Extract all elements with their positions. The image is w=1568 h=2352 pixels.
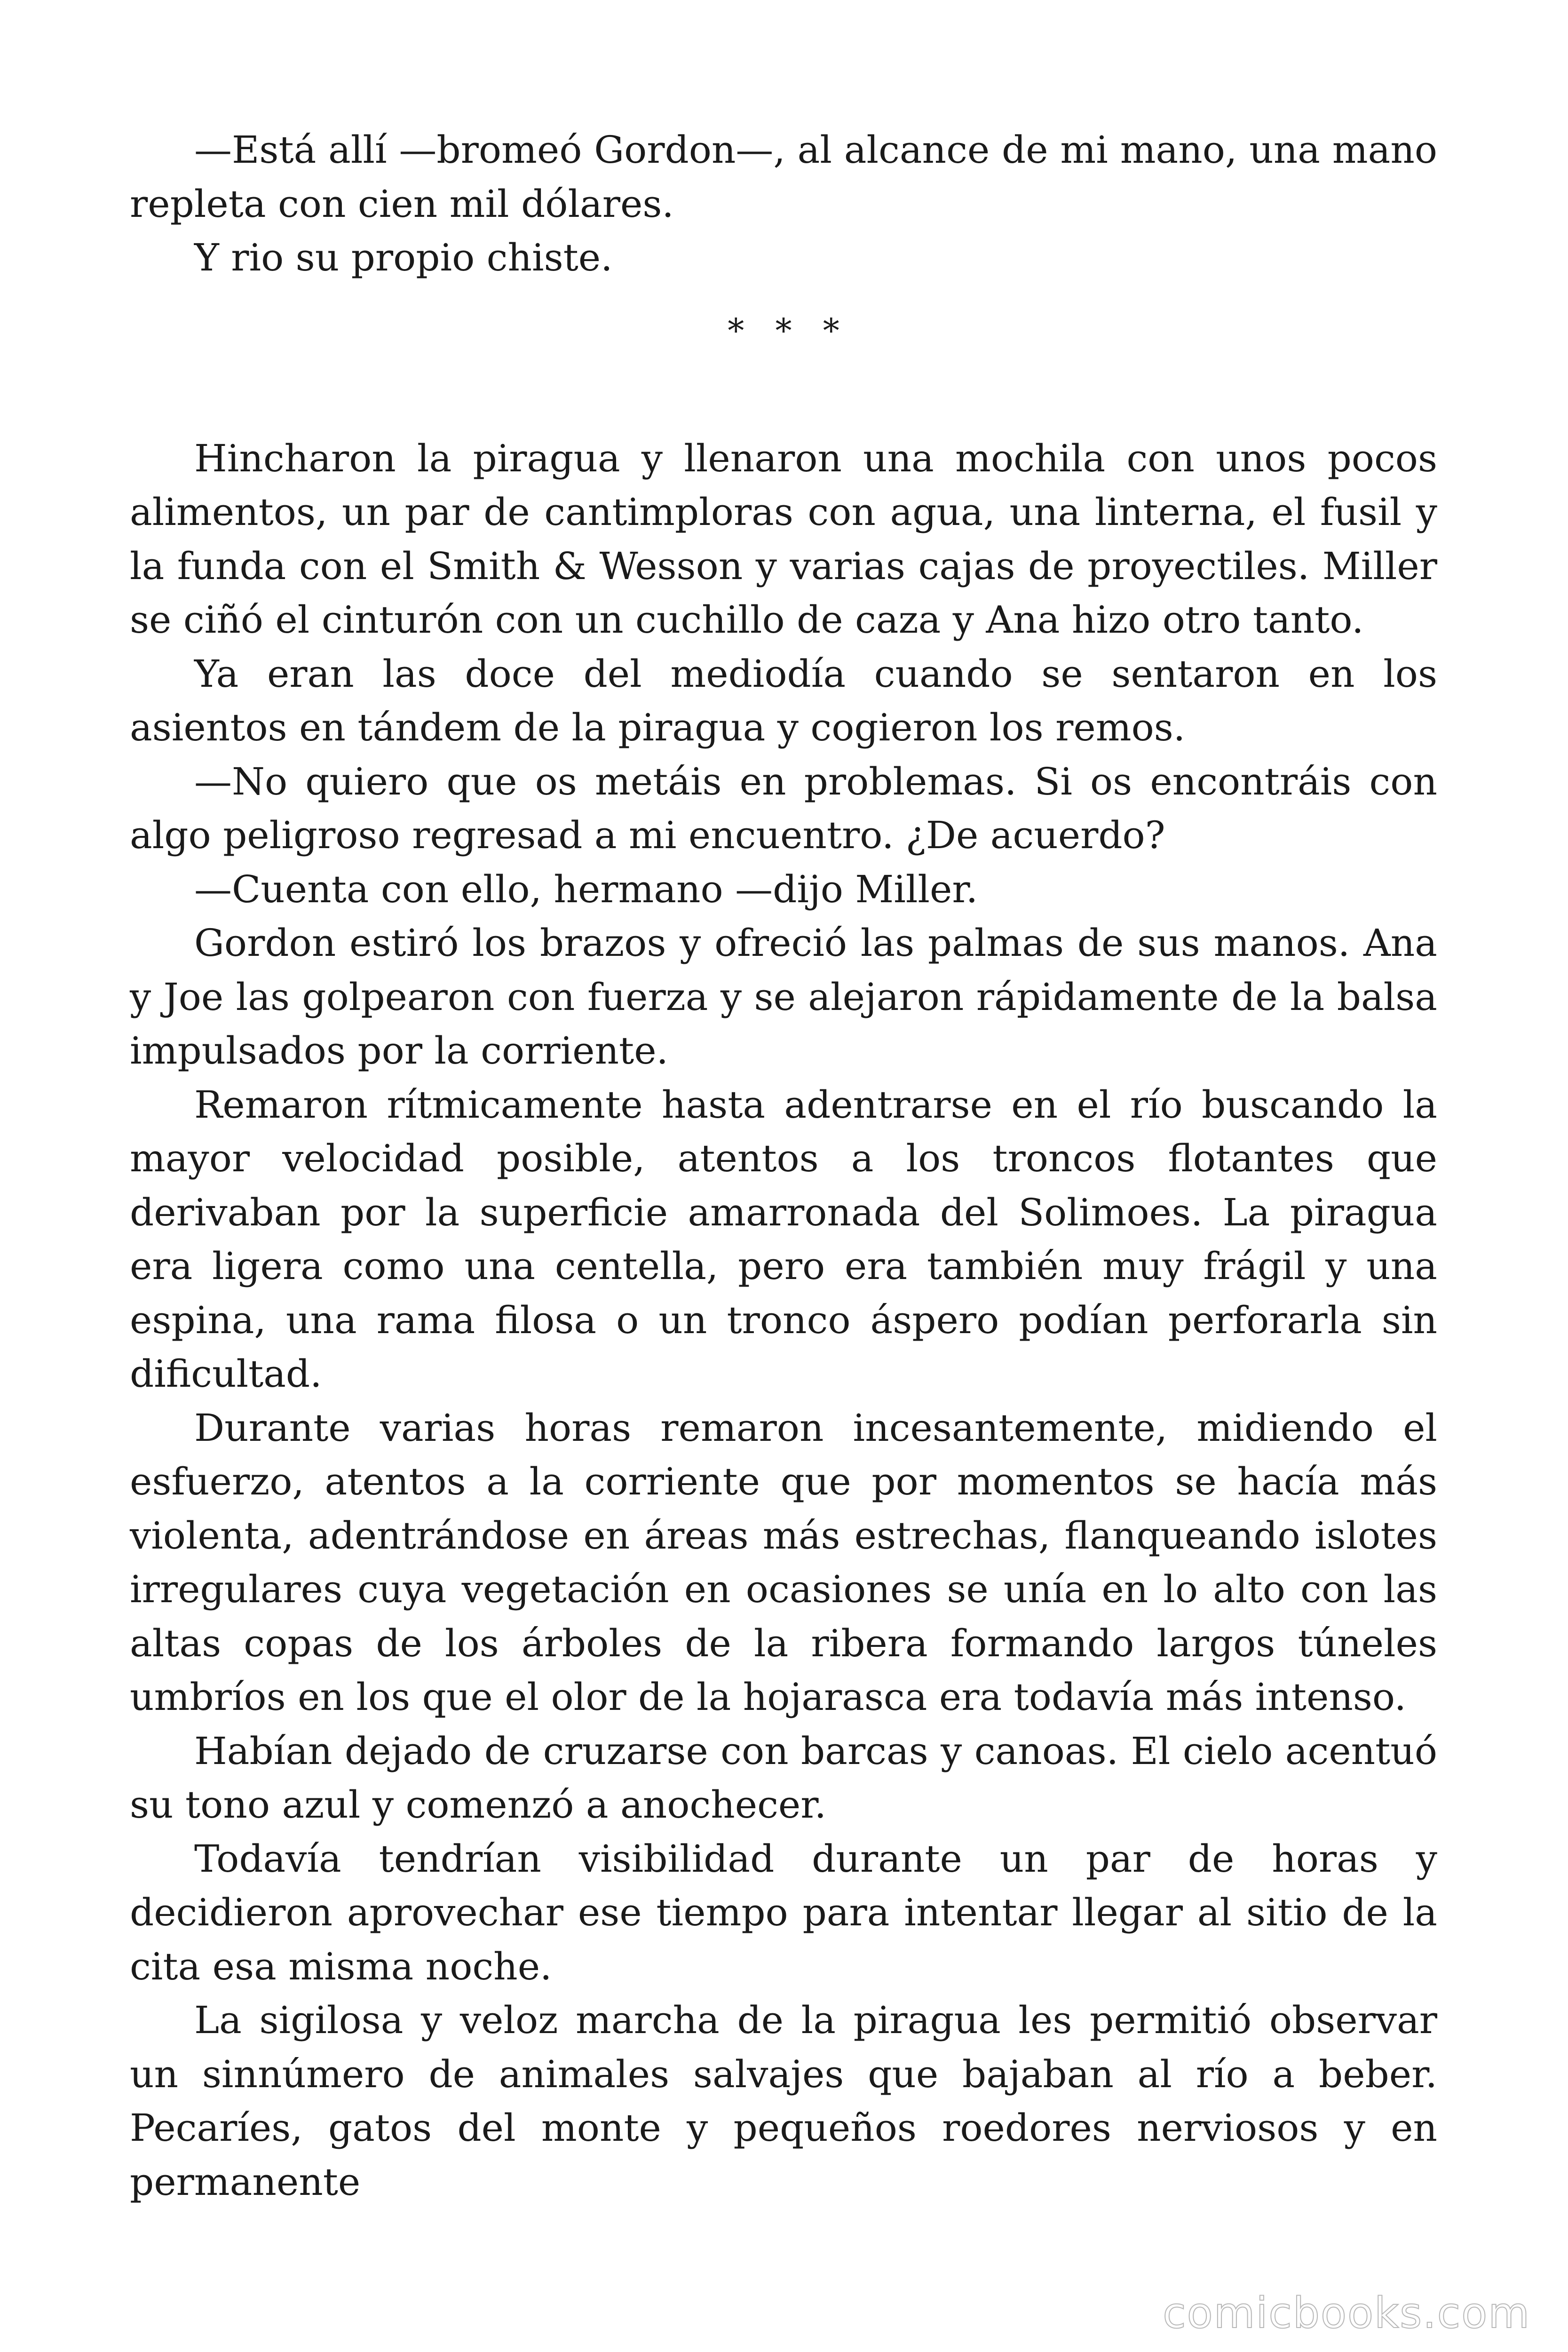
- paragraph-9: Todavía tendrían visibilidad durante un par de horas y decidieron aprovechar ese tiempo para intentar llegar al sitio de la cita esa misma noche.: [130, 1836, 1437, 1988]
- paragraph-intro-1: —Está allí —bromeó Gordon—, al alcance de mi mano, una mano repleta con cien mil dólares.: [130, 128, 1437, 226]
- section-break: * * *: [728, 311, 850, 350]
- paragraph-6: Remaron rítmicamente hasta adentrarse en el río buscando la mayor velocidad posible, atentos a los troncos flotantes que derivaban por la superficie amarronada del Solimoes. La piragua era ligera como una centella, pero era también muy frágil y una espina, una rama filosa o un tronco áspero podían perforarla sin dificultad.: [130, 1082, 1437, 1396]
- paragraph-2: Ya eran las doce del mediodía cuando se sentaron en los asientos en tándem de la piragua y cogieron los remos.: [130, 652, 1437, 749]
- paragraph-intro-2: Y rio su propio chiste.: [194, 236, 613, 279]
- paragraph-3: —No quiero que os metáis en problemas. Si os encontráis con algo peligroso regresad a mi encuentro. ¿De acuerdo?: [130, 759, 1437, 857]
- paragraph-8: Habían dejado de cruzarse con barcas y canoas. El cielo acentuó su tono azul y comenzó a anochecer.: [130, 1729, 1437, 1827]
- watermark: comicbooks.com: [1163, 2288, 1530, 2338]
- paragraph-1: Hincharon la piragua y llenaron una mochila con unos pocos alimentos, un par de cantimploras con agua, una linterna, el fusil y la funda con el Smith & Wesson y varias cajas de proyectiles. Miller se ciñó el cinturón con un cuchillo de caza y Ana hizo otro tanto.: [130, 436, 1437, 642]
- paragraph-5: Gordon estiró los brazos y ofreció las palmas de sus manos. Ana y Joe las golpearon con fuerza y se alejaron rápidamente de la balsa impulsados por la corriente.: [130, 921, 1437, 1073]
- page-text: [130, 123, 1437, 2209]
- paragraph-7: Durante varias horas remaron incesantemente, midiendo el esfuerzo, atentos a la corriente que por momentos se hacía más violenta, adentrándose en áreas más estrechas, flanqueando islotes irregulares cuya vegetación en ocasiones se unía en lo alto con las altas copas de los árboles de la ribera formando largos túneles umbríos en los que el olor de la hojarasca era todavía más intenso.: [130, 1406, 1437, 1719]
- paragraph-4: —Cuenta con ello, hermano —dijo Miller.: [194, 867, 978, 911]
- paragraph-10: La sigilosa y veloz marcha de la piragua les permitió observar un sinnúmero de animales salvajes que bajaban al río a beber. Pecaríes, gatos del monte y pequeños roedores nerviosos y en permanente: [130, 1998, 1437, 2204]
